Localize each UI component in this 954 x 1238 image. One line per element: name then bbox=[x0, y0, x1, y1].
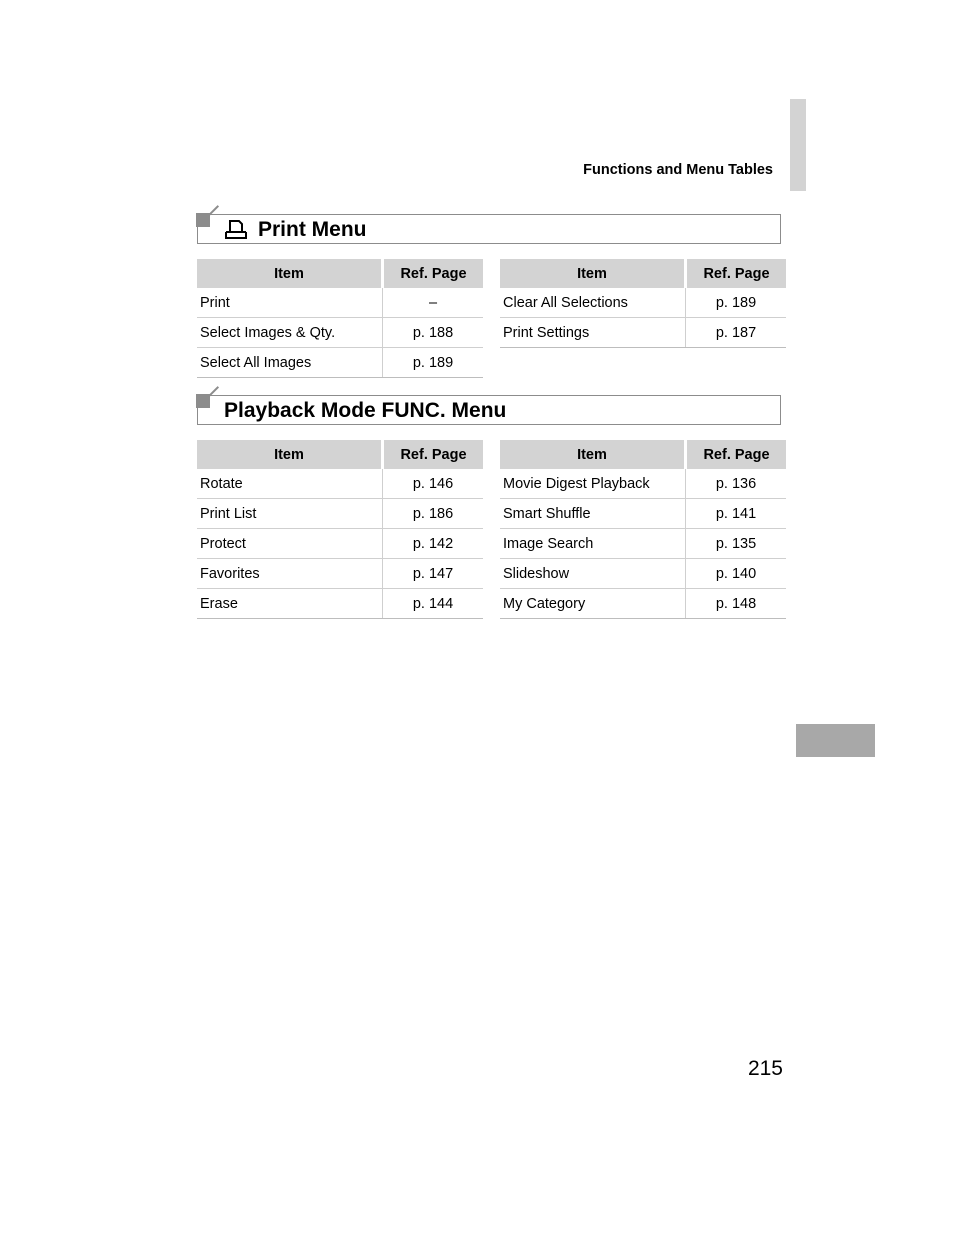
column-header-item: Item bbox=[500, 440, 686, 469]
side-tab-top bbox=[790, 99, 806, 191]
table-row bbox=[197, 318, 483, 348]
column-header-item: Item bbox=[197, 259, 383, 288]
ref-page: p. 146 bbox=[383, 469, 484, 499]
side-tab-index bbox=[796, 724, 875, 757]
table-row bbox=[500, 318, 786, 348]
table-row bbox=[500, 499, 786, 529]
item-name: Rotate bbox=[197, 469, 383, 499]
ref-page: p. 189 bbox=[686, 288, 787, 318]
item-name: Movie Digest Playback bbox=[500, 469, 686, 499]
item-name: Protect bbox=[197, 529, 383, 559]
item-name: My Category bbox=[500, 589, 686, 619]
item-name: Favorites bbox=[197, 559, 383, 589]
table-row bbox=[500, 469, 786, 499]
item-name: Select All Images bbox=[197, 348, 383, 378]
ref-page: p. 188 bbox=[383, 318, 484, 348]
table-row bbox=[197, 469, 483, 499]
ref-page: p. 186 bbox=[383, 499, 484, 529]
table-row bbox=[500, 589, 786, 619]
table-row bbox=[197, 348, 483, 378]
print-menu-title: Print Menu bbox=[258, 218, 367, 241]
item-name: Slideshow bbox=[500, 559, 686, 589]
table-row bbox=[500, 288, 786, 318]
print-icon bbox=[224, 219, 248, 240]
ref-page: p. 135 bbox=[686, 529, 787, 559]
print-menu-heading bbox=[197, 214, 781, 244]
print-menu-table-right bbox=[500, 259, 786, 348]
ref-page: p. 189 bbox=[383, 348, 484, 378]
playback-menu-heading bbox=[197, 395, 781, 425]
table-row bbox=[197, 559, 483, 589]
page-number: 215 bbox=[747, 1057, 783, 1080]
table-row bbox=[500, 529, 786, 559]
column-header-ref-page: Ref. Page bbox=[383, 259, 484, 288]
item-name: Erase bbox=[197, 589, 383, 619]
playback-menu-title: Playback Mode FUNC. Menu bbox=[224, 399, 507, 422]
column-header-ref-page: Ref. Page bbox=[383, 440, 484, 469]
print-menu-table-left bbox=[197, 259, 483, 378]
ref-page: p. 141 bbox=[686, 499, 787, 529]
item-name: Select Images & Qty. bbox=[197, 318, 383, 348]
playback-menu-table-left bbox=[197, 440, 483, 619]
ref-page: p. 140 bbox=[686, 559, 787, 589]
item-name: Image Search bbox=[500, 529, 686, 559]
column-header-ref-page: Ref. Page bbox=[686, 440, 787, 469]
table-row bbox=[500, 559, 786, 589]
ref-page: p. 148 bbox=[686, 589, 787, 619]
table-row bbox=[197, 589, 483, 619]
ref-page: p. 142 bbox=[383, 529, 484, 559]
ref-page: – bbox=[383, 288, 484, 318]
playback-menu-table-right bbox=[500, 440, 786, 619]
item-name: Smart Shuffle bbox=[500, 499, 686, 529]
ref-page: p. 147 bbox=[383, 559, 484, 589]
item-name: Print bbox=[197, 288, 383, 318]
ref-page: p. 187 bbox=[686, 318, 787, 348]
table-row bbox=[197, 499, 483, 529]
item-name: Clear All Selections bbox=[500, 288, 686, 318]
column-header-item: Item bbox=[500, 259, 686, 288]
column-header-item: Item bbox=[197, 440, 383, 469]
ref-page: p. 136 bbox=[686, 469, 787, 499]
item-name: Print List bbox=[197, 499, 383, 529]
column-header-ref-page: Ref. Page bbox=[686, 259, 787, 288]
table-row bbox=[197, 288, 483, 318]
item-name: Print Settings bbox=[500, 318, 686, 348]
ref-page: p. 144 bbox=[383, 589, 484, 619]
table-row bbox=[197, 529, 483, 559]
running-header: Functions and Menu Tables bbox=[583, 162, 773, 178]
